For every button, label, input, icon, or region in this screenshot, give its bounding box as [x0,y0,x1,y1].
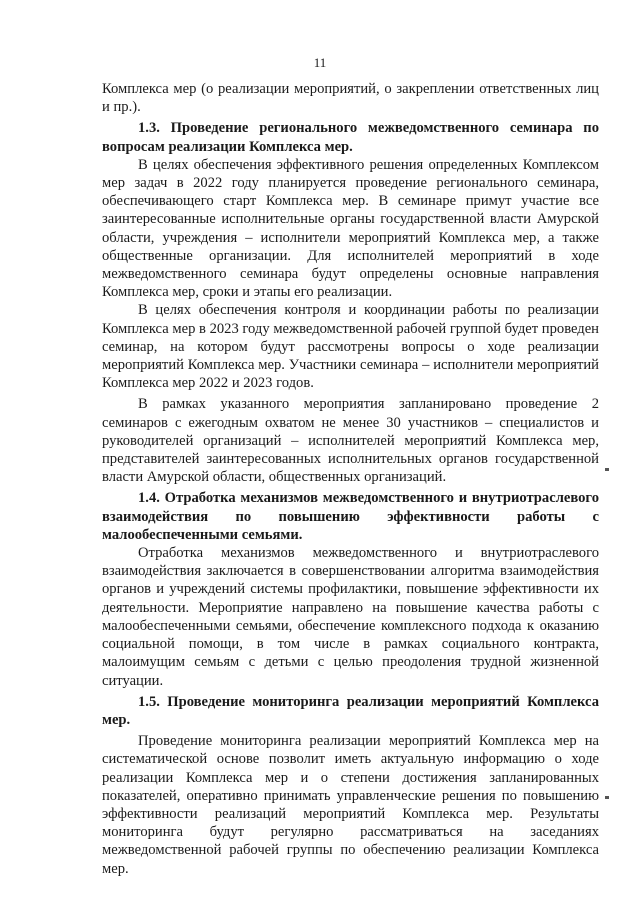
scan-speck [605,468,609,471]
section-heading-1-3: 1.3. Проведение регионального межведомственного семинара по вопросам реализации Комплекса мер. [102,120,599,155]
paragraph-seminar-control: В целях обеспечения контроля и координации работы по реализации Комплекса мер в 2023 году межведомственной рабочей группой будет проведен семинар, на котором будут рассмотрены вопросы о ходе реализации мероприятий Комплекса мер. Участники семинара – исполнители мероприятий Комплекса мер 2022 и 2023 годов. [102,302,599,392]
paragraph-monitoring: Проведение мониторинга реализации мероприятий Комплекса мер на систематической основе позволит иметь актуальную информацию о ходе реализации Комплекса мер и о степени достижения запланированных показателей, оперативно принимать управленческие решения по повышению эффективности реализаций мероприятий Комплекса мер. Результаты мониторинга будут регулярно рассматриваться на заседаниях межведомственной рабочей группы по обеспечению реализации Комплекса мер. [102,733,599,877]
page-number: 11 [313,55,327,70]
paragraph-seminar-coverage: В рамках указанного мероприятия запланировано проведение 2 семинаров с ежегодным охватом не менее 30 участников – специалистов и руководителей организаций – исполнителей мероприятий Комплекса мер, представителей заинтересованных исполнительных органов государственной власти Амурской области, общественных организаций. [102,396,599,486]
document-body [102,80,599,878]
paragraph-interaction: Отработка механизмов межведомственного и внутриотраслевого взаимодействия заключается в совершенствовании алгоритма взаимодействия органов и учреждений системы профилактики, повышение эффективности их деятельности. Мероприятие направлено на повышение качества работы с малообеспеченными семьями, обеспечение комплексного подхода к оказанию социальной помощи, в том числе в рамках социального контракта, малоимущим семьям с детьми с целью преодоления трудной жизненной ситуации. [102,545,599,689]
scan-speck [605,796,609,799]
section-heading-1-4: 1.4. Отработка механизмов межведомственного и внутриотраслевого взаимодействия по повышению эффективности работы с малообеспеченными семьями. [102,490,599,543]
continuation-text: Комплекса мер (о реализации мероприятий, о закреплении ответственных лиц и пр.). [102,81,599,116]
paragraph-seminar-start: В целях обеспечения эффективного решения определенных Комплексом мер задач в 2022 году планируется проведение регионального семинара, обеспечивающего старт Комплекса мер. В семинаре примут участие все заинтересованные исполнительные органы государственной власти Амурской области, учреждения – исполнители мероприятий Комплекса мер, а также общественные организации. Для исполнителей мероприятий в ходе межведомственного семинара будут определены основные направления Комплекса мер, сроки и этапы его реализации. [102,156,599,301]
section-heading-1-5: 1.5. Проведение мониторинга реализации мероприятий Комплекса мер. [102,693,599,728]
